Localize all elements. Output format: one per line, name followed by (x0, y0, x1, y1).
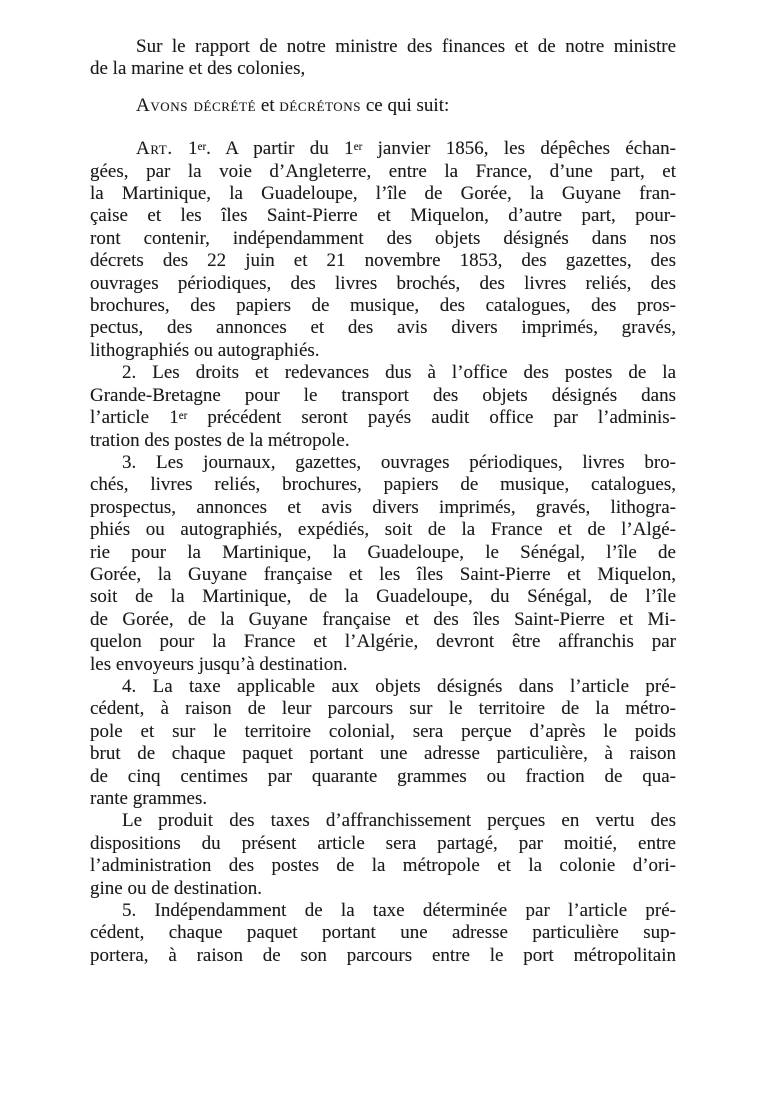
text-line: dispositions du présent article sera partagé, par moitié, entre (90, 832, 676, 854)
text-line: 4. La taxe applicable aux objets désignés dans l’article pré- (122, 675, 676, 697)
text-line: les envoyeurs jusqu’à destination. (90, 653, 348, 675)
text-line: ouvrages périodiques, des livres brochés, des livres reliés, des (90, 272, 676, 294)
article-5 (90, 900, 676, 967)
text-line: rante grammes. (90, 788, 208, 809)
decree-formula (90, 95, 676, 117)
text-line: çaise et les îles Saint-Pierre et Miquelon, d’autre part, pour- (90, 205, 676, 227)
smallcaps-text: Avons décrété (136, 94, 257, 116)
document-text (90, 36, 676, 967)
article-4-alinea-2 (90, 810, 676, 900)
text-line: quelon pour la France et l’Algérie, devront être affranchis par (90, 631, 676, 653)
text-line: portera, à raison de son parcours entre le port métropolitain (90, 944, 676, 966)
text-line: Art. 1er. A partir du 1er janvier 1856, les dépêches échan- (136, 138, 676, 160)
text-line: rie pour la Martinique, la Guadeloupe, le Sénégal, l’île de (90, 541, 676, 563)
text-line: pectus, des annonces et des avis divers imprimés, gravés, (90, 317, 676, 339)
text-line: lithographiés ou autographiés. (90, 339, 320, 361)
text-line: gine ou de destination. (90, 877, 263, 899)
smallcaps-text: décrétons (279, 94, 362, 116)
text-line: phiés ou autographiés, expédiés, soit de la France et de l’Algé- (90, 519, 676, 541)
text-line: de Gorée, de la Guyane française et des îles Saint-Pierre et Mi- (90, 608, 676, 630)
text-line: tration des postes de la métropole. (90, 429, 350, 451)
text-line: brochures, des papiers de musique, des catalogues, des pros- (90, 295, 676, 317)
text-line: la Martinique, la Guadeloupe, l’île de Gorée, la Guyane fran- (90, 183, 676, 205)
text-line: décrets des 22 juin et 21 novembre 1853, des gazettes, des (90, 250, 676, 272)
text-line: brut de chaque paquet portant une adresse particulière, à raison (90, 743, 676, 765)
superscript-ordinal: er (197, 141, 207, 154)
text-line: cédent, à raison de leur parcours sur le territoire de la métro- (90, 698, 676, 720)
text-line: 3. Les journaux, gazettes, ouvrages périodiques, livres bro- (122, 451, 676, 473)
text-line: Le produit des taxes d’affranchissement perçues en vertu des (122, 810, 676, 832)
text-line: Gorée, la Guyane française et les îles Saint-Pierre et Miquelon, (90, 563, 676, 585)
text-line: Grande-Bretagne pour le transport des objets désignés dans (90, 384, 676, 406)
text-line: chés, livres reliés, brochures, papiers de musique, catalogues, (90, 474, 676, 496)
text-line: prospectus, annonces et avis divers imprimés, gravés, lithogra- (90, 496, 676, 518)
text-line: ront contenir, indépendamment des objets désignés dans nos (90, 227, 676, 249)
text-line: gées, par la voie d’Angleterre, entre la France, d’une part, et (90, 160, 676, 182)
text-line: l’administration des postes de la métropole et la colonie d’ori- (90, 855, 676, 877)
text-line: pole et sur le territoire colonial, sera perçue d’après le poids (90, 720, 676, 742)
article-4 (90, 676, 676, 810)
text-line: 2. Les droits et redevances dus à l’office des postes de la (122, 362, 676, 384)
text-line: Sur le rapport de notre ministre des finances et de notre ministre (136, 36, 676, 57)
text-line: de cinq centimes par quarante grammes ou fraction de qua- (90, 765, 676, 787)
article-1 (90, 138, 676, 362)
text-line: l’article 1er précédent seront payés audit office par l’adminis- (90, 407, 676, 429)
text-line: soit de la Martinique, de la Guadeloupe, du Sénégal, de l’île (90, 586, 676, 608)
superscript-ordinal: er (353, 141, 363, 154)
article-3 (90, 452, 676, 676)
superscript-ordinal: er (178, 409, 188, 422)
text-line: cédent, chaque paquet portant une adresse particulière sup- (90, 922, 676, 944)
preamble-report (90, 36, 676, 81)
smallcaps-text: Art. (136, 138, 173, 160)
article-2 (90, 362, 676, 452)
text-line: Avons décrété et décrétons ce qui suit: (136, 94, 450, 116)
text-line: 5. Indépendamment de la taxe déterminée par l’article pré- (122, 900, 676, 922)
text-line: de la marine et des colonies, (90, 58, 306, 80)
